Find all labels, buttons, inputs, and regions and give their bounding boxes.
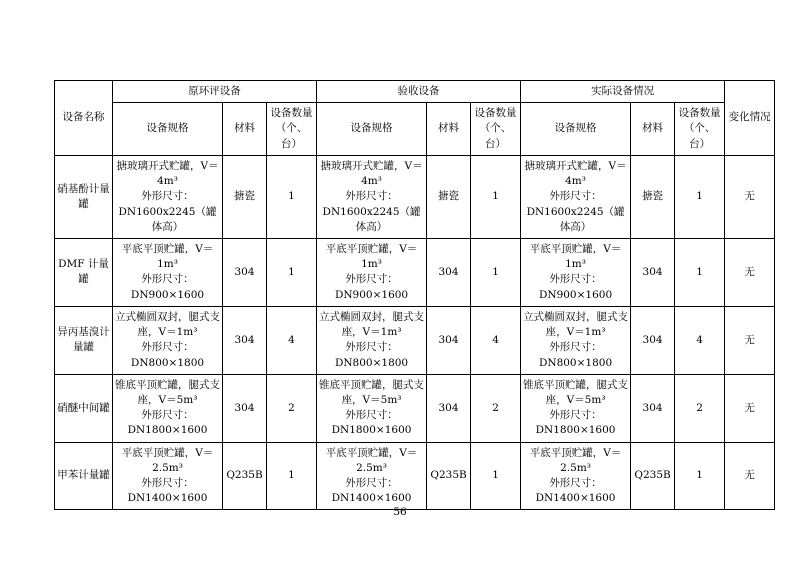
cell-actual-material: 304 xyxy=(631,306,675,374)
cell-original-material: 搪瓷 xyxy=(223,155,267,238)
table-body xyxy=(55,155,775,510)
table-row xyxy=(55,155,775,238)
cell-original-material: Q235B xyxy=(223,442,267,510)
cell-original-material: 304 xyxy=(223,374,267,442)
cell-original-material: 304 xyxy=(223,238,267,306)
cell-equipment-name: DMF 计量罐 xyxy=(55,238,113,306)
header-original-qty-line1: 设备数量 xyxy=(270,107,313,120)
header-actual-qty-line1: 设备数量 xyxy=(678,107,721,120)
page-number: 56 xyxy=(393,506,407,518)
cell-actual-qty: 1 xyxy=(675,442,725,510)
cell-equipment-name: 硝醚中间罐 xyxy=(55,374,113,442)
cell-change-status: 无 xyxy=(725,306,775,374)
cell-original-qty: 1 xyxy=(267,442,317,510)
cell-acceptance-spec: 锥底平顶贮罐，腿式支座，V＝5m³ 外形尺寸： DN1800×1600 xyxy=(317,374,427,442)
header-change-status: 变化情况 xyxy=(725,81,775,156)
cell-acceptance-qty: 2 xyxy=(471,374,521,442)
table-row xyxy=(55,306,775,374)
cell-actual-material: 304 xyxy=(631,374,675,442)
cell-actual-qty: 2 xyxy=(675,374,725,442)
cell-acceptance-spec: 立式椭圆双封，腿式支座，V＝1m³ 外形尺寸： DN800×1800 xyxy=(317,306,427,374)
cell-actual-qty: 4 xyxy=(675,306,725,374)
cell-original-qty: 4 xyxy=(267,306,317,374)
cell-actual-qty: 1 xyxy=(675,155,725,238)
equipment-table-container xyxy=(54,80,771,510)
cell-equipment-name: 甲苯计量罐 xyxy=(55,442,113,510)
cell-change-status: 无 xyxy=(725,238,775,306)
header-actual-material: 材料 xyxy=(631,103,675,156)
cell-actual-spec: 平底平顶贮罐，V＝1m³ 外形尺寸： DN900×1600 xyxy=(521,238,631,306)
cell-change-status: 无 xyxy=(725,374,775,442)
cell-acceptance-material: 304 xyxy=(427,374,471,442)
header-acceptance-qty-line1: 设备数量 xyxy=(474,107,517,120)
cell-acceptance-material: Q235B xyxy=(427,442,471,510)
cell-original-spec: 立式椭圆双封，腿式支座，V＝1m³ 外形尺寸： DN800×1800 xyxy=(113,306,223,374)
header-acceptance-material: 材料 xyxy=(427,103,471,156)
cell-original-material: 304 xyxy=(223,306,267,374)
cell-original-spec: 锥底平顶贮罐，腿式支座，V＝5m³ 外形尺寸： DN1800×1600 xyxy=(113,374,223,442)
table-row xyxy=(55,442,775,510)
cell-actual-material: 搪瓷 xyxy=(631,155,675,238)
cell-actual-spec: 锥底平顶贮罐，腿式支座，V＝5m³ 外形尺寸： DN1800×1600 xyxy=(521,374,631,442)
header-equipment-name: 设备名称 xyxy=(55,81,113,156)
cell-acceptance-material: 搪瓷 xyxy=(427,155,471,238)
header-original-spec: 设备规格 xyxy=(113,103,223,156)
header-group-original-eia: 原环评设备 xyxy=(113,81,317,103)
cell-actual-qty: 1 xyxy=(675,238,725,306)
cell-acceptance-qty: 1 xyxy=(471,238,521,306)
header-original-qty xyxy=(267,103,317,156)
cell-original-qty: 1 xyxy=(267,238,317,306)
header-acceptance-qty-line2: （个、台） xyxy=(479,122,512,150)
header-original-qty-line2: （个、台） xyxy=(275,122,308,150)
table-header-row-subs xyxy=(55,103,775,156)
cell-acceptance-qty: 1 xyxy=(471,442,521,510)
cell-actual-spec: 立式椭圆双封，腿式支座，V＝1m³ 外形尺寸： DN800×1800 xyxy=(521,306,631,374)
cell-actual-material: Q235B xyxy=(631,442,675,510)
header-group-actual: 实际设备情况 xyxy=(521,81,725,103)
cell-original-qty: 2 xyxy=(267,374,317,442)
header-actual-spec: 设备规格 xyxy=(521,103,631,156)
cell-acceptance-qty: 1 xyxy=(471,155,521,238)
cell-acceptance-material: 304 xyxy=(427,238,471,306)
header-actual-qty xyxy=(675,103,725,156)
table-header-row-groups xyxy=(55,81,775,103)
cell-change-status: 无 xyxy=(725,442,775,510)
cell-change-status: 无 xyxy=(725,155,775,238)
table-row xyxy=(55,238,775,306)
cell-original-spec: 搪玻璃开式贮罐，V＝4m³ 外形尺寸： DN1600x2245（罐体高） xyxy=(113,155,223,238)
cell-equipment-name: 硝基酚计量罐 xyxy=(55,155,113,238)
cell-actual-spec: 平底平顶贮罐，V＝2.5m³ 外形尺寸： DN1400×1600 xyxy=(521,442,631,510)
cell-equipment-name: 异丙基溴计量罐 xyxy=(55,306,113,374)
header-original-material: 材料 xyxy=(223,103,267,156)
cell-acceptance-qty: 4 xyxy=(471,306,521,374)
header-acceptance-qty xyxy=(471,103,521,156)
header-actual-qty-line2: （个、台） xyxy=(683,122,716,150)
cell-acceptance-spec: 平底平顶贮罐，V＝1m³ 外形尺寸： DN900×1600 xyxy=(317,238,427,306)
cell-acceptance-spec: 平底平顶贮罐，V＝2.5m³ 外形尺寸： DN1400×1600 xyxy=(317,442,427,510)
cell-actual-material: 304 xyxy=(631,238,675,306)
cell-original-qty: 1 xyxy=(267,155,317,238)
cell-acceptance-material: 304 xyxy=(427,306,471,374)
table-row xyxy=(55,374,775,442)
cell-original-spec: 平底平顶贮罐，V＝1m³ 外形尺寸： DN900×1600 xyxy=(113,238,223,306)
header-group-acceptance: 验收设备 xyxy=(317,81,521,103)
cell-original-spec: 平底平顶贮罐，V＝2.5m³ 外形尺寸： DN1400×1600 xyxy=(113,442,223,510)
header-acceptance-spec: 设备规格 xyxy=(317,103,427,156)
cell-actual-spec: 搪玻璃开式贮罐，V＝4m³ 外形尺寸： DN1600x2245（罐体高） xyxy=(521,155,631,238)
cell-acceptance-spec: 搪玻璃开式贮罐，V＝4m³ 外形尺寸： DN1600x2245（罐体高） xyxy=(317,155,427,238)
equipment-comparison-table xyxy=(54,80,775,510)
